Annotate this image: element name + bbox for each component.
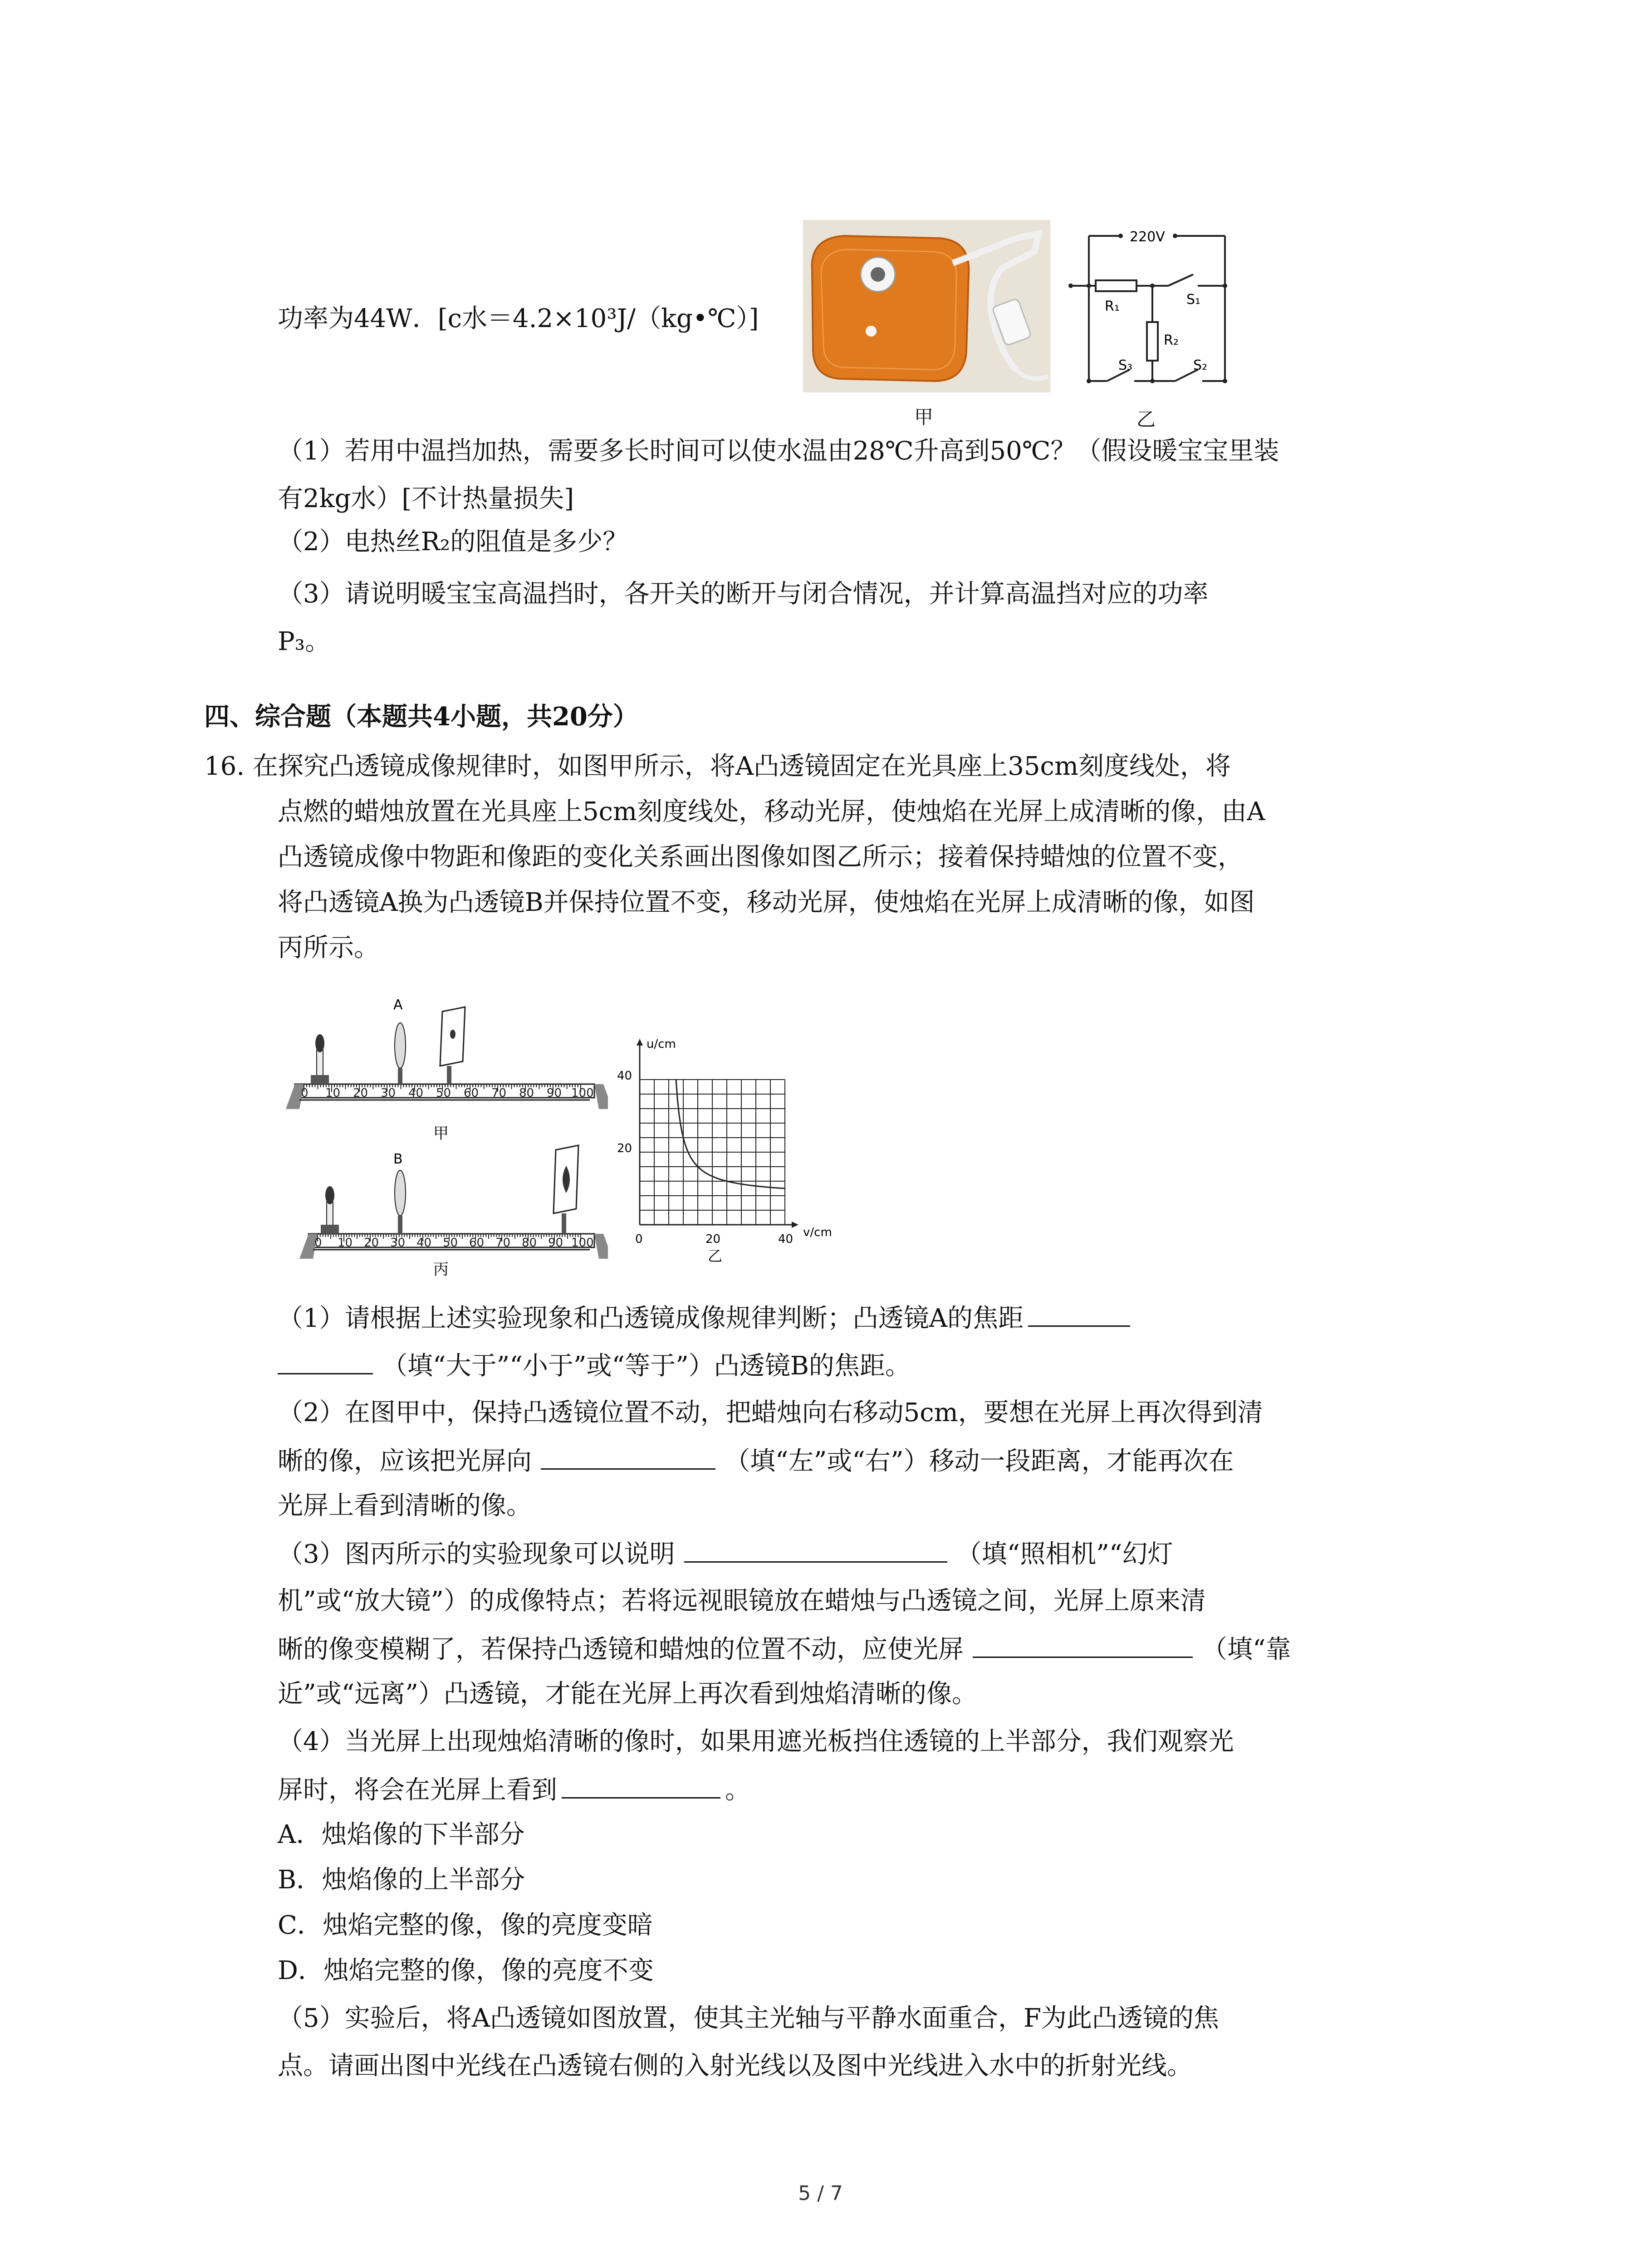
q16-option-b: B．烛焰像的上半部分: [278, 1865, 525, 1895]
q16-stem-4: 将凸透镜A换为凸透镜B并保持位置不变，移动光屏，使烛焰在光屏上成清晰的像，如图: [278, 888, 1255, 917]
s2-label: S₂: [1193, 357, 1208, 373]
bench-tick-label: 40: [416, 1236, 432, 1250]
q15-power-line: 功率为44W．[c水＝4.2×10³J/（kg•℃）]: [278, 304, 759, 333]
lens-a: [395, 1023, 406, 1068]
bench-tick-label: 10: [338, 1236, 353, 1250]
uv-graph: [603, 1034, 857, 1272]
q15-sub1-b: 有2kg水）[不计热量损失]: [278, 484, 574, 513]
bench-tick-label: 60: [464, 1086, 479, 1100]
q16-p1-a: （1）请根据上述实验现象和凸透镜成像规律判断；凸透镜A的焦距: [278, 1302, 1130, 1334]
bench-tick-label: 20: [364, 1236, 379, 1250]
q16-option-c: C．烛焰完整的像，像的亮度变暗: [278, 1911, 653, 1940]
bench-tick-label: 50: [443, 1236, 458, 1250]
blank-1b[interactable]: [278, 1349, 373, 1374]
voltage-label: 220V: [1130, 229, 1165, 245]
ytick-20: 20: [617, 1142, 632, 1155]
bench-tick-label: 80: [522, 1236, 537, 1250]
bench-tick-label: 30: [390, 1236, 406, 1250]
label-jia: 甲: [433, 1124, 449, 1143]
blank-3a[interactable]: [684, 1538, 947, 1563]
fig-yi-label: 乙: [1136, 408, 1156, 430]
q16-p4-b: 屏时，将会在光屏上看到 。: [278, 1774, 750, 1806]
r1-label: R₁: [1105, 298, 1120, 314]
xtick-20: 20: [705, 1232, 721, 1246]
q16-stem-3: 凸透镜成像中物距和像距的变化关系画出图像如图乙所示；接着保持蜡烛的位置不变，: [278, 842, 1243, 872]
q16-p2-c: 光屏上看到清晰的像。: [278, 1491, 532, 1520]
resistor-r1: [1096, 280, 1136, 291]
q16-p5-a: （5）实验后，将A凸透镜如图放置，使其主光轴与平静水面重合，F为此凸透镜的焦: [278, 2004, 1219, 2033]
bench-tick-label: 100: [571, 1086, 594, 1100]
xtick-0: 0: [635, 1232, 643, 1246]
ytick-40: 40: [617, 1069, 632, 1083]
q16-option-d: D．烛焰完整的像，像的亮度不变: [278, 1956, 654, 1985]
bench-tick-label: 0: [314, 1236, 322, 1250]
circuit-diagram: [1062, 222, 1239, 401]
q16-stem-1: 16. 在探究凸透镜成像规律时，如图甲所示，将A凸透镜固定在光具座上35cm刻度线处，将: [204, 752, 1231, 781]
q15-sub1-a: （1）若用中温挡加热，需要多长时间可以使水温由28℃升高到50℃？（假设暖宝宝里装: [278, 436, 1279, 466]
bench-tick-label: 30: [381, 1086, 396, 1100]
bench-bing: [299, 1145, 608, 1259]
uv-curve: [676, 1080, 785, 1188]
q16-p5-b: 点。请画出图中光线在凸透镜右侧的入射光线以及图中光线进入水中的折射光线。: [278, 2051, 1192, 2081]
flame-bing: [325, 1186, 334, 1204]
r2-label: R₂: [1164, 332, 1179, 348]
graph-xlabel: v/cm: [803, 1226, 832, 1239]
hand-warmer-photo: [803, 220, 1050, 401]
q16-stem-5: 丙所示。: [278, 933, 379, 963]
q16-p3-a: （3）图丙所示的实验现象可以说明 （填“照相机”“幻灯: [278, 1538, 1173, 1570]
label-yi: 乙: [708, 1247, 723, 1265]
q16-p1-b: （填“大于”“小于”或“等于”）凸透镜B的焦距。: [278, 1349, 911, 1382]
bench-tick-label: 90: [547, 1086, 562, 1100]
label-bing: 丙: [433, 1261, 449, 1277]
q15-sub3-b: P₃。: [278, 627, 331, 656]
q16-p4-a: （4）当光屏上出现烛焰清晰的像时，如果用遮光板挡住透镜的上半部分，我们观察光: [278, 1727, 1234, 1756]
switch-s1: [1168, 274, 1193, 286]
bench-tick-label: 20: [353, 1086, 368, 1100]
bench-tick-label: 70: [495, 1236, 511, 1250]
section4-heading: 四、综合题（本题共4小题，共20分）: [204, 702, 638, 732]
fig-jia-label: 甲: [914, 406, 934, 428]
page-number: 5 / 7: [798, 2182, 843, 2205]
label-b: B: [393, 1151, 403, 1167]
q16-option-a: A．烛焰像的下半部分: [278, 1820, 525, 1849]
q16-stem-2: 点燃的蜡烛放置在光具座上5cm刻度线处，移动光屏，使烛焰在光屏上成清晰的像，由A: [278, 797, 1265, 826]
q16-p2-b: 晰的像，应该把光屏向 （填“左”或“右”）移动一段距离，才能再次在: [278, 1445, 1234, 1477]
q16-p2-a: （2）在图甲中，保持凸透镜位置不动，把蜡烛向右移动5cm，要想在光屏上再次得到清: [278, 1398, 1263, 1427]
q16-p3-c: 晰的像变模糊了，若保持凸透镜和蜡烛的位置不动，应使光屏 （填“靠: [278, 1633, 1291, 1666]
label-a: A: [393, 997, 403, 1013]
q15-sub3-a: （3）请说明暖宝宝高温挡时，各开关的断开与闭合情况，并计算高温挡对应的功率: [278, 579, 1209, 609]
xtick-40: 40: [778, 1232, 794, 1246]
bench-tick-label: 100: [571, 1236, 594, 1250]
graph-ylabel: u/cm: [647, 1037, 676, 1051]
bench-tick-label: 40: [408, 1086, 424, 1100]
bench-tick-label: 50: [436, 1086, 451, 1100]
bench-tick-label: 10: [325, 1086, 341, 1100]
s3-label: S₃: [1118, 357, 1133, 373]
resistor-r2: [1147, 322, 1158, 361]
blank-4[interactable]: [562, 1774, 720, 1799]
q15-sub2: （2）电热丝R₂的阻值是多少？: [278, 527, 628, 557]
bench-tick-label: 70: [491, 1086, 507, 1100]
blank-2[interactable]: [541, 1445, 715, 1470]
q16-p3-b: 机”或“放大镜”）的成像特点；若将远视眼镜放在蜡烛与凸透镜之间，光屏上原来清: [278, 1586, 1206, 1616]
q16-p3-d: 近”或“远离”）凸透镜，才能在光屏上再次看到烛焰清晰的像。: [278, 1679, 977, 1709]
bench-tick-label: 60: [469, 1236, 485, 1250]
bench-tick-label: 0: [301, 1086, 309, 1100]
flame-jia: [315, 1034, 324, 1052]
bench-tick-label: 80: [519, 1086, 534, 1100]
blank-3c[interactable]: [973, 1633, 1193, 1658]
s1-label: S₁: [1186, 292, 1201, 308]
hand-warmer-figure: [803, 220, 1050, 403]
bench-tick-label: 90: [548, 1236, 563, 1250]
blank-1a[interactable]: [1028, 1302, 1130, 1327]
bench-jia: [286, 1007, 608, 1109]
optical-bench-figure: [281, 987, 608, 1279]
lens-b: [395, 1170, 406, 1216]
